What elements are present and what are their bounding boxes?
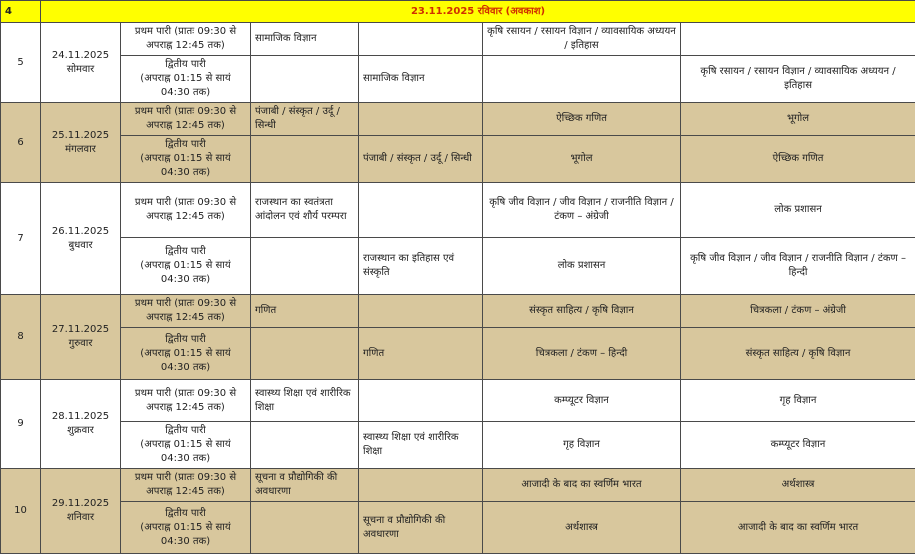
schedule-row: [1, 328, 915, 380]
subject-cell: संस्कृत साहित्य / कृषि विज्ञान: [483, 295, 681, 328]
subject-cell: कृषि रसायन / रसायन विज्ञान / व्यावसायिक अध्ययन / इतिहास: [483, 23, 681, 56]
subject-cell: [359, 295, 483, 328]
shift-cell: [121, 502, 251, 554]
subject-cell: गृह विज्ञान: [483, 422, 681, 469]
holiday-row: [1, 1, 915, 23]
serial-number: 8: [1, 295, 41, 380]
exam-date: 25.11.2025: [45, 129, 116, 143]
shift-time: अपराह्न 12:45 तक): [125, 119, 246, 133]
subject-cell: स्वास्थ्य शिक्षा एवं शारीरिक शिक्षा: [359, 422, 483, 469]
schedule-row: [1, 238, 915, 295]
subject-cell: गृह विज्ञान: [681, 380, 915, 422]
schedule-row: [1, 502, 915, 554]
shift-cell: [121, 295, 251, 328]
shift-name: द्वितीय पारी: [125, 138, 246, 152]
date-cell: [41, 380, 121, 469]
serial-number: 7: [1, 183, 41, 295]
subject-cell: पंजाबी / संस्कृत / उर्दू / सिन्धी: [251, 103, 359, 136]
subject-cell: ऐच्छिक गणित: [681, 136, 915, 183]
shift-cell: [121, 103, 251, 136]
date-cell: [41, 23, 121, 103]
shift-time: (अपराह्न 01:15 से सायं 04:30 तक): [125, 259, 246, 287]
subject-cell: ऐच्छिक गणित: [483, 103, 681, 136]
shift-time: (अपराह्न 01:15 से सायं 04:30 तक): [125, 521, 246, 549]
shift-time: अपराह्न 12:45 तक): [125, 401, 246, 415]
exam-weekday: बुधवार: [45, 239, 116, 253]
shift-time: अपराह्न 12:45 तक): [125, 311, 246, 325]
subject-cell: कम्प्यूटर विज्ञान: [483, 380, 681, 422]
exam-date: 27.11.2025: [45, 323, 116, 337]
subject-cell: [359, 183, 483, 238]
subject-cell: [251, 238, 359, 295]
shift-name: प्रथम पारी (प्रातः 09:30 से: [125, 471, 246, 485]
shift-time: (अपराह्न 01:15 से सायं 04:30 तक): [125, 72, 246, 100]
subject-cell: कृषि जीव विज्ञान / जीव विज्ञान / राजनीति विज्ञान / टंकण – हिन्दी: [681, 238, 915, 295]
subject-cell: [359, 103, 483, 136]
schedule-row: [1, 380, 915, 422]
subject-cell: भूगोल: [483, 136, 681, 183]
shift-name: प्रथम पारी (प्रातः 09:30 से: [125, 297, 246, 311]
serial-number: 10: [1, 469, 41, 554]
exam-date: 29.11.2025: [45, 497, 116, 511]
subject-cell: सूचना व प्रौद्योगिकी की अवधारणा: [251, 469, 359, 502]
subject-cell: [251, 56, 359, 103]
subject-cell: कृषि जीव विज्ञान / जीव विज्ञान / राजनीति विज्ञान / टंकण – अंग्रेजी: [483, 183, 681, 238]
shift-cell: [121, 238, 251, 295]
shift-cell: [121, 56, 251, 103]
shift-cell: [121, 380, 251, 422]
shift-name: द्वितीय पारी: [125, 58, 246, 72]
subject-cell: आजादी के बाद का स्वर्णिम भारत: [483, 469, 681, 502]
shift-time: (अपराह्न 01:15 से सायं 04:30 तक): [125, 152, 246, 180]
subject-cell: संस्कृत साहित्य / कृषि विज्ञान: [681, 328, 915, 380]
exam-date: 24.11.2025: [45, 49, 116, 63]
exam-weekday: सोमवार: [45, 63, 116, 77]
subject-cell: [681, 23, 915, 56]
subject-cell: कृषि रसायन / रसायन विज्ञान / व्यावसायिक अध्ययन / इतिहास: [681, 56, 915, 103]
subject-cell: अर्थशास्त्र: [681, 469, 915, 502]
subject-cell: [251, 502, 359, 554]
exam-date: 26.11.2025: [45, 225, 116, 239]
shift-time: अपराह्न 12:45 तक): [125, 39, 246, 53]
subject-cell: अर्थशास्त्र: [483, 502, 681, 554]
subject-cell: पंजाबी / संस्कृत / उर्दू / सिन्धी: [359, 136, 483, 183]
schedule-row: [1, 56, 915, 103]
shift-cell: [121, 469, 251, 502]
serial-number: 5: [1, 23, 41, 103]
shift-name: प्रथम पारी (प्रातः 09:30 से: [125, 387, 246, 401]
subject-cell: गणित: [251, 295, 359, 328]
serial-number: 9: [1, 380, 41, 469]
shift-cell: [121, 422, 251, 469]
shift-name: प्रथम पारी (प्रातः 09:30 से: [125, 196, 246, 210]
subject-cell: सूचना व प्रौद्योगिकी की अवधारणा: [359, 502, 483, 554]
subject-cell: स्वास्थ्य शिक्षा एवं शारीरिक शिक्षा: [251, 380, 359, 422]
subject-cell: [359, 23, 483, 56]
subject-cell: सामाजिक विज्ञान: [251, 23, 359, 56]
exam-date: 28.11.2025: [45, 410, 116, 424]
schedule-row: [1, 136, 915, 183]
serial-number: 6: [1, 103, 41, 183]
subject-cell: गणित: [359, 328, 483, 380]
subject-cell: राजस्थान का स्वतंत्रता आंदोलन एवं शौर्य परम्परा: [251, 183, 359, 238]
subject-cell: कम्प्यूटर विज्ञान: [681, 422, 915, 469]
subject-cell: [359, 380, 483, 422]
subject-cell: चित्रकला / टंकण – अंग्रेजी: [681, 295, 915, 328]
shift-cell: [121, 136, 251, 183]
shift-name: द्वितीय पारी: [125, 245, 246, 259]
shift-cell: [121, 183, 251, 238]
exam-weekday: शुक्रवार: [45, 424, 116, 438]
subject-cell: भूगोल: [681, 103, 915, 136]
subject-cell: राजस्थान का इतिहास एवं संस्कृति: [359, 238, 483, 295]
exam-weekday: मंगलवार: [45, 143, 116, 157]
schedule-row: [1, 422, 915, 469]
shift-name: द्वितीय पारी: [125, 507, 246, 521]
subject-cell: [251, 422, 359, 469]
schedule-row: [1, 103, 915, 136]
shift-name: प्रथम पारी (प्रातः 09:30 से: [125, 105, 246, 119]
subject-cell: [251, 328, 359, 380]
subject-cell: लोक प्रशासन: [483, 238, 681, 295]
date-cell: [41, 103, 121, 183]
shift-time: अपराह्न 12:45 तक): [125, 485, 246, 499]
holiday-label: 23.11.2025 रविवार (अवकाश): [41, 1, 915, 23]
exam-weekday: शनिवार: [45, 511, 116, 525]
date-cell: [41, 183, 121, 295]
subject-cell: [483, 56, 681, 103]
shift-time: (अपराह्न 01:15 से सायं 04:30 तक): [125, 347, 246, 375]
shift-name: प्रथम पारी (प्रातः 09:30 से: [125, 25, 246, 39]
date-cell: [41, 295, 121, 380]
subject-cell: लोक प्रशासन: [681, 183, 915, 238]
exam-weekday: गुरुवार: [45, 337, 116, 351]
shift-time: अपराह्न 12:45 तक): [125, 210, 246, 224]
serial-number: 4: [1, 1, 41, 23]
subject-cell: आजादी के बाद का स्वर्णिम भारत: [681, 502, 915, 554]
subject-cell: [251, 136, 359, 183]
subject-cell: सामाजिक विज्ञान: [359, 56, 483, 103]
subject-cell: चित्रकला / टंकण – हिन्दी: [483, 328, 681, 380]
date-cell: [41, 469, 121, 554]
shift-name: द्वितीय पारी: [125, 424, 246, 438]
schedule-row: [1, 183, 915, 238]
shift-cell: [121, 328, 251, 380]
schedule-row: [1, 23, 915, 56]
subject-cell: [359, 469, 483, 502]
shift-name: द्वितीय पारी: [125, 333, 246, 347]
shift-time: (अपराह्न 01:15 से सायं 04:30 तक): [125, 438, 246, 466]
schedule-row: [1, 295, 915, 328]
shift-cell: [121, 23, 251, 56]
schedule-row: [1, 469, 915, 502]
